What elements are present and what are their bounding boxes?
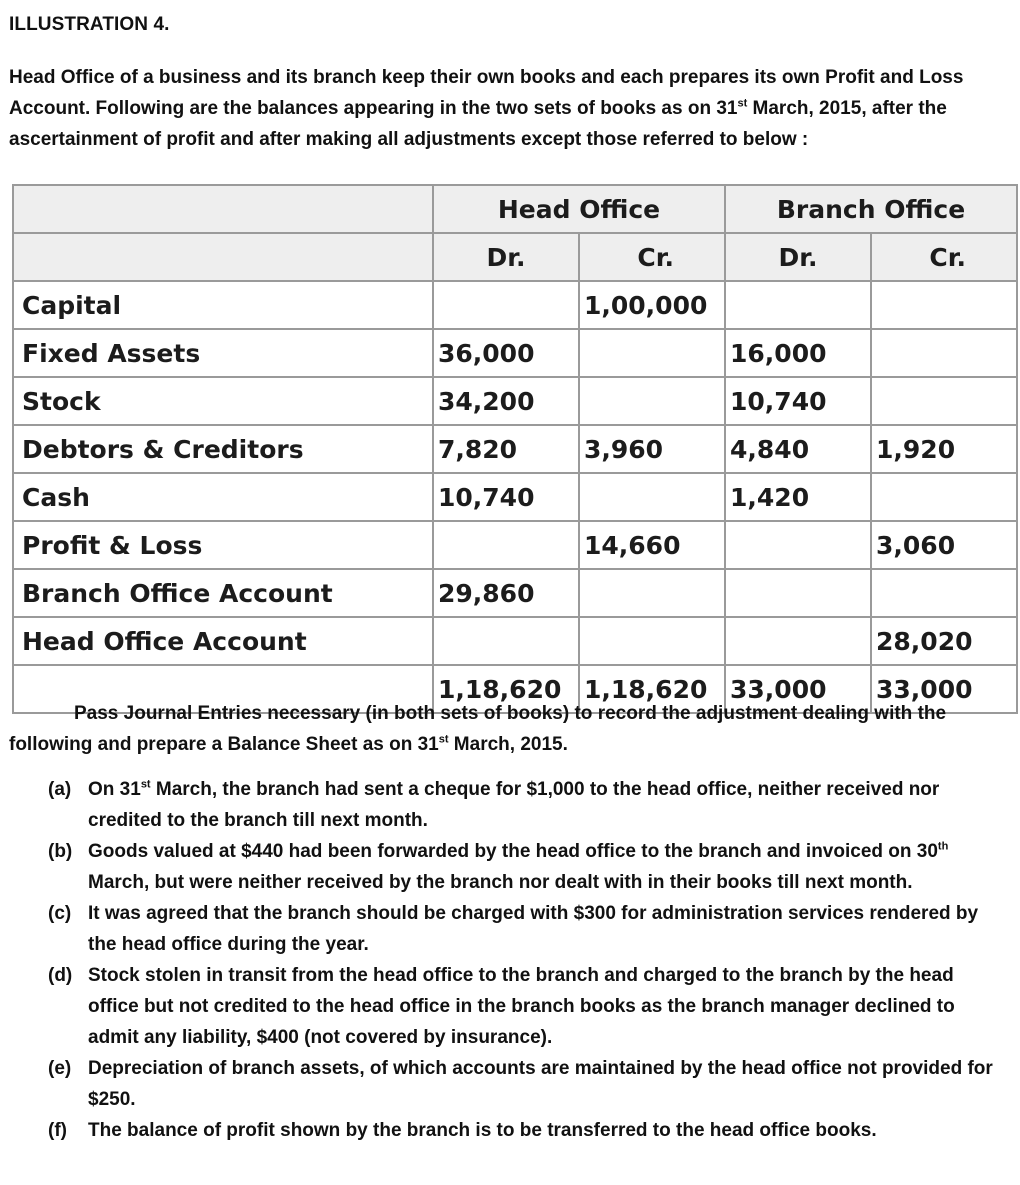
item-marker: (f) bbox=[48, 1120, 67, 1141]
branch-office-dr-cell bbox=[725, 521, 871, 569]
branch-office-dr-cell: 1,420 bbox=[725, 473, 871, 521]
item-text-end: March, the branch had sent a cheque for $1,000 to the head office, neither received nor credited to the branch till next month. bbox=[88, 779, 940, 831]
head-office-cr-cell bbox=[579, 377, 725, 425]
item-text: It was agreed that the branch should be charged with $300 for administration services rendered by the head office during the year. bbox=[88, 903, 979, 955]
instruction-text-end: March, 2015. bbox=[448, 734, 568, 755]
instruction-text-start: Pass Journal Entries necessary (in both sets of books) to record the adjustment dealing with the following and prepare a Balance Sheet as on 31 bbox=[9, 703, 947, 755]
branch-office-dr-cell: 4,840 bbox=[725, 425, 871, 473]
branch-office-cr-cell bbox=[871, 329, 1017, 377]
table-subheader-row bbox=[13, 233, 1017, 281]
table-row bbox=[13, 473, 1017, 521]
item-text: On 31 bbox=[88, 779, 141, 800]
list-item bbox=[48, 960, 996, 1053]
row-label: Stock bbox=[13, 377, 433, 425]
table-group-header-row bbox=[13, 185, 1017, 233]
item-text: The balance of profit shown by the branch is to be transferred to the head office books. bbox=[88, 1120, 877, 1141]
branch-office-cr-cell bbox=[871, 473, 1017, 521]
row-label: Profit & Loss bbox=[13, 521, 433, 569]
branch-office-cr-cell: 28,020 bbox=[871, 617, 1017, 665]
head-office-cr-cell bbox=[579, 473, 725, 521]
table-row bbox=[13, 521, 1017, 569]
intro-text-start: Head Office of a business and its branch keep their own books and each prepares its own Profit and Loss Account. Following are the balances appearing in the two sets of books as on 31 bbox=[9, 67, 964, 119]
item-superscript: th bbox=[937, 840, 949, 853]
branch-office-dr-cell bbox=[725, 281, 871, 329]
branch-office-cr-cell bbox=[871, 281, 1017, 329]
branch-office-cr-cell bbox=[871, 569, 1017, 617]
header-blank-cell bbox=[13, 185, 433, 233]
head-office-dr-cell bbox=[433, 617, 579, 665]
intro-paragraph bbox=[9, 62, 1009, 155]
head-office-dr-cell bbox=[433, 281, 579, 329]
table-row bbox=[13, 377, 1017, 425]
branch-office-dr-header: Dr. bbox=[725, 233, 871, 281]
list-item bbox=[48, 1053, 996, 1115]
head-office-cr-cell bbox=[579, 569, 725, 617]
head-office-dr-cell: 36,000 bbox=[433, 329, 579, 377]
head-office-dr-header: Dr. bbox=[433, 233, 579, 281]
list-item bbox=[48, 774, 996, 836]
list-item bbox=[48, 836, 996, 898]
adjustments-list bbox=[48, 774, 996, 1146]
table-row bbox=[13, 329, 1017, 377]
head-office-cr-cell: 3,960 bbox=[579, 425, 725, 473]
head-office-dr-cell: 34,200 bbox=[433, 377, 579, 425]
head-office-cr-cell bbox=[579, 617, 725, 665]
balances-table bbox=[12, 184, 1018, 714]
branch-office-cr-cell bbox=[871, 377, 1017, 425]
item-marker: (e) bbox=[48, 1058, 72, 1079]
item-text: Depreciation of branch assets, of which accounts are maintained by the head office not provided for $250. bbox=[88, 1058, 993, 1110]
item-marker: (b) bbox=[48, 841, 73, 862]
list-item bbox=[48, 1115, 996, 1146]
head-office-cr-total: 1,18,620 bbox=[579, 665, 725, 713]
table-row bbox=[13, 281, 1017, 329]
branch-office-cr-header: Cr. bbox=[871, 233, 1017, 281]
head-office-dr-cell: 29,860 bbox=[433, 569, 579, 617]
illustration-heading: ILLUSTRATION 4. bbox=[9, 14, 170, 35]
branch-office-dr-cell bbox=[725, 617, 871, 665]
branch-office-dr-cell: 10,740 bbox=[725, 377, 871, 425]
head-office-cr-header: Cr. bbox=[579, 233, 725, 281]
row-label: Capital bbox=[13, 281, 433, 329]
item-text-end: March, but were neither received by the branch nor dealt with in their books till next month. bbox=[88, 872, 913, 893]
item-text: Goods valued at $440 had been forwarded by the head office to the branch and invoiced on 30 bbox=[88, 841, 938, 862]
row-label: Head Office Account bbox=[13, 617, 433, 665]
head-office-dr-total: 1,18,620 bbox=[433, 665, 579, 713]
item-marker: (d) bbox=[48, 965, 73, 986]
intro-superscript: st bbox=[737, 97, 748, 110]
head-office-dr-cell bbox=[433, 521, 579, 569]
row-label: Fixed Assets bbox=[13, 329, 433, 377]
instruction-superscript: st bbox=[438, 733, 449, 746]
branch-office-dr-cell: 16,000 bbox=[725, 329, 871, 377]
row-label: Branch Office Account bbox=[13, 569, 433, 617]
item-text: Stock stolen in transit from the head office to the branch and charged to the branch by the head office but not credited to the head office in the branch books as the branch manager declined to admit any liability, $400 (not covered by insurance). bbox=[88, 965, 955, 1048]
item-marker: (c) bbox=[48, 903, 72, 924]
list-item bbox=[48, 898, 996, 960]
row-label: Cash bbox=[13, 473, 433, 521]
branch-office-cr-cell: 1,920 bbox=[871, 425, 1017, 473]
branch-office-header: Branch Office bbox=[725, 185, 1017, 233]
item-superscript: st bbox=[140, 778, 151, 791]
head-office-header: Head Office bbox=[433, 185, 725, 233]
head-office-dr-cell: 10,740 bbox=[433, 473, 579, 521]
table-row bbox=[13, 425, 1017, 473]
instruction-paragraph bbox=[9, 698, 1019, 760]
head-office-cr-cell: 1,00,000 bbox=[579, 281, 725, 329]
table-row bbox=[13, 569, 1017, 617]
intro-text-end: March, 2015, after the ascertainment of profit and after making all adjustments except those referred to below : bbox=[9, 98, 947, 150]
branch-office-dr-total: 33,000 bbox=[725, 665, 871, 713]
table-row bbox=[13, 617, 1017, 665]
head-office-cr-cell: 14,660 bbox=[579, 521, 725, 569]
head-office-dr-cell: 7,820 bbox=[433, 425, 579, 473]
branch-office-dr-cell bbox=[725, 569, 871, 617]
subheader-blank-cell bbox=[13, 233, 433, 281]
head-office-cr-cell bbox=[579, 329, 725, 377]
branch-office-cr-total: 33,000 bbox=[871, 665, 1017, 713]
item-marker: (a) bbox=[48, 779, 72, 800]
branch-office-cr-cell: 3,060 bbox=[871, 521, 1017, 569]
row-label: Debtors & Creditors bbox=[13, 425, 433, 473]
